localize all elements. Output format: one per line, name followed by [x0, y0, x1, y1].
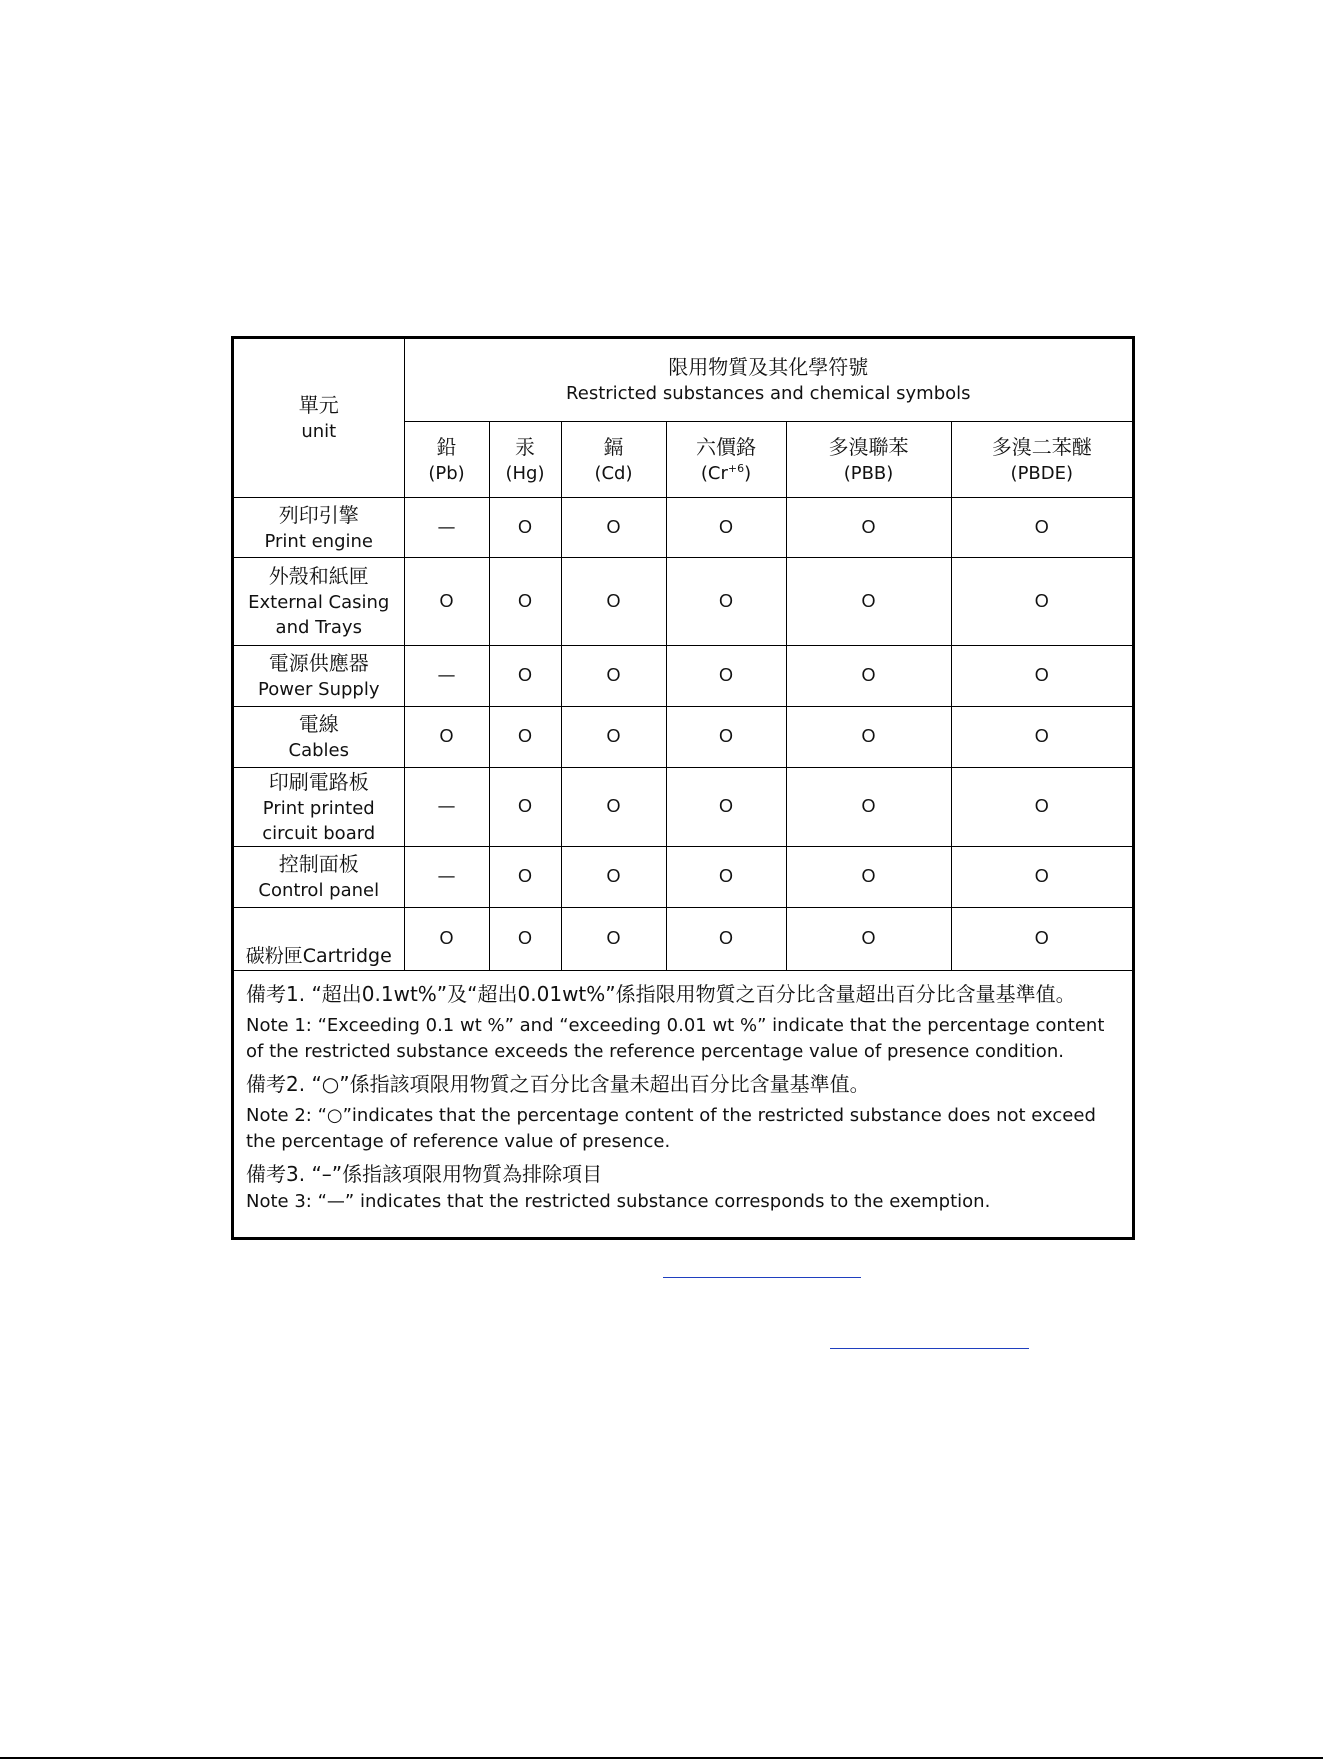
substance-symbol-text: (Pb) — [428, 462, 465, 484]
substance-symbol — [405, 461, 489, 486]
unit-name-en: External Casing — [248, 592, 390, 613]
substance-status-cell: O — [404, 907, 489, 970]
unit-header-zh: 單元 — [298, 393, 339, 418]
note-2-en: Note 2: “○”indicates that the percentage content of the restricted substance does not exceed the percentage of reference value of presence. — [246, 1105, 1096, 1152]
substance-status-cell: O — [666, 645, 786, 706]
link-underline-1[interactable] — [663, 1277, 861, 1278]
substance-status-cell: O — [951, 907, 1132, 970]
substance-status-cell: — — [404, 497, 489, 557]
row-unit-label — [234, 497, 404, 557]
unit-name-zh: 外殼和紙匣 — [268, 564, 369, 588]
substance-status-cell: O — [561, 645, 666, 706]
note-1-en: Note 1: “Exceeding 0.1 wt %” and “exceeding 0.01 wt %” indicate that the percentage content of the restricted substance exceeds the reference percentage value of presence condition. — [246, 1015, 1105, 1062]
substance-status-cell: O — [951, 497, 1132, 557]
unit-name-zh: 碳粉匣Cartridge — [245, 944, 392, 967]
table-row — [234, 767, 1132, 846]
substance-status-cell: O — [666, 706, 786, 767]
unit-name-zh: 電源供應器 — [268, 651, 369, 675]
substance-header-0 — [404, 421, 489, 497]
substance-header-2 — [561, 421, 666, 497]
table-row — [234, 846, 1132, 907]
substance-symbol — [490, 461, 561, 486]
unit-name-en: Print engine — [264, 530, 374, 552]
row-unit-label — [234, 557, 404, 645]
substance-status-cell: O — [404, 557, 489, 645]
substance-status-cell: O — [786, 645, 951, 706]
table-body — [234, 497, 1132, 970]
substance-status-cell: O — [489, 557, 561, 645]
substance-status-cell: O — [666, 497, 786, 557]
substance-symbol-text: (Cr — [700, 462, 728, 484]
substance-name-zh: 鎘 — [603, 434, 624, 459]
substance-status-cell: O — [951, 767, 1132, 846]
restricted-header-zh: 限用物質及其化學符號 — [668, 355, 869, 380]
substance-symbol-text: (PBB) — [843, 462, 894, 484]
unit-name-zh: 列印引擎 — [278, 502, 359, 527]
substance-status-cell: O — [786, 497, 951, 557]
substance-symbol-suffix: ) — [744, 462, 752, 484]
substance-symbol — [952, 461, 1133, 486]
note-3-zh: 備考3. “–”係指該項限用物質為排除項目 — [246, 1162, 603, 1186]
unit-name-en: Control panel — [258, 880, 380, 901]
table-row — [234, 497, 1132, 557]
row-unit-label — [234, 767, 404, 846]
unit-name-en: Cables — [288, 740, 349, 761]
row-unit-label — [234, 846, 404, 907]
substance-status-cell: O — [489, 767, 561, 846]
substance-header-4 — [786, 421, 951, 497]
substance-status-cell: O — [489, 846, 561, 907]
row-unit-label — [234, 907, 404, 970]
substance-name-zh: 多溴二苯醚 — [991, 434, 1092, 459]
table-row — [234, 907, 1132, 970]
table-row — [234, 706, 1132, 767]
restricted-header-en: Restricted substances and chemical symbols — [566, 383, 971, 405]
page-bottom-rule — [0, 1757, 1323, 1759]
substance-status-cell: O — [951, 846, 1132, 907]
unit-name-en-line2: circuit board — [262, 822, 376, 844]
substance-status-cell: O — [666, 907, 786, 970]
substance-status-cell: O — [489, 645, 561, 706]
substance-status-cell: O — [404, 706, 489, 767]
substance-status-cell: O — [666, 557, 786, 645]
substance-status-cell: O — [951, 645, 1132, 706]
substance-status-cell: O — [561, 767, 666, 846]
table-row — [234, 645, 1132, 706]
substance-status-cell: O — [489, 706, 561, 767]
unit-header — [234, 339, 404, 497]
rohs-table-frame — [231, 336, 1135, 1240]
substance-header-5 — [951, 421, 1132, 497]
unit-name-zh: 電線 — [298, 712, 339, 736]
unit-name-en: Print printed — [262, 797, 375, 819]
substance-status-cell: O — [561, 907, 666, 970]
unit-name-en-line2: and Trays — [275, 617, 362, 638]
substance-header-3 — [666, 421, 786, 497]
substance-status-cell: O — [786, 767, 951, 846]
note-3-en: Note 3: “—” indicates that the restricted substance corresponds to the exemption. — [246, 1191, 991, 1212]
substance-status-cell: O — [786, 557, 951, 645]
substance-symbol-text: (PBDE) — [1010, 462, 1074, 484]
substance-status-cell: O — [561, 497, 666, 557]
substance-status-cell: — — [404, 846, 489, 907]
link-underline-2[interactable] — [830, 1348, 1029, 1349]
substance-status-cell: O — [561, 706, 666, 767]
substance-status-cell: O — [786, 846, 951, 907]
table-row — [234, 557, 1132, 645]
row-unit-label — [234, 706, 404, 767]
substance-status-cell: O — [489, 907, 561, 970]
substance-symbol-superscript: +6 — [727, 461, 745, 475]
unit-name-zh: 控制面板 — [278, 852, 359, 876]
substance-symbol — [667, 461, 786, 486]
table-notes — [234, 977, 1132, 1219]
substance-status-cell: O — [786, 907, 951, 970]
substance-status-cell: O — [489, 497, 561, 557]
substance-symbol — [787, 461, 951, 486]
substance-symbol — [562, 461, 666, 486]
substance-status-cell: O — [561, 846, 666, 907]
unit-name-en: Power Supply — [258, 679, 380, 700]
substance-status-cell: O — [951, 557, 1132, 645]
substance-status-cell: O — [951, 706, 1132, 767]
note-2-zh: 備考2. “○”係指該項限用物質之百分比含量未超出百分比含量基準值。 — [246, 1072, 870, 1096]
substance-status-cell: — — [404, 767, 489, 846]
substance-symbol-text: (Hg) — [505, 462, 545, 484]
substance-status-cell: O — [666, 767, 786, 846]
substance-name-zh: 鉛 — [436, 434, 457, 459]
restricted-substances-table — [234, 339, 1132, 971]
substance-status-cell: O — [561, 557, 666, 645]
substance-name-zh: 六價鉻 — [696, 434, 756, 459]
row-unit-label — [234, 645, 404, 706]
restricted-substances-header — [404, 339, 1132, 421]
substance-status-cell: O — [786, 706, 951, 767]
substance-status-cell: — — [404, 645, 489, 706]
substance-symbol-text: (Cd) — [594, 462, 633, 484]
unit-name-zh: 印刷電路板 — [268, 769, 369, 794]
substance-name-zh: 多溴聯苯 — [828, 434, 909, 459]
note-1-zh: 備考1. “超出0.1wt%”及“超出0.01wt%”係指限用物質之百分比含量超出百分比含量基準值。 — [246, 982, 1076, 1006]
substance-status-cell: O — [666, 846, 786, 907]
substance-name-zh: 汞 — [515, 434, 535, 459]
substance-header-1 — [489, 421, 561, 497]
unit-header-en: unit — [301, 421, 337, 443]
